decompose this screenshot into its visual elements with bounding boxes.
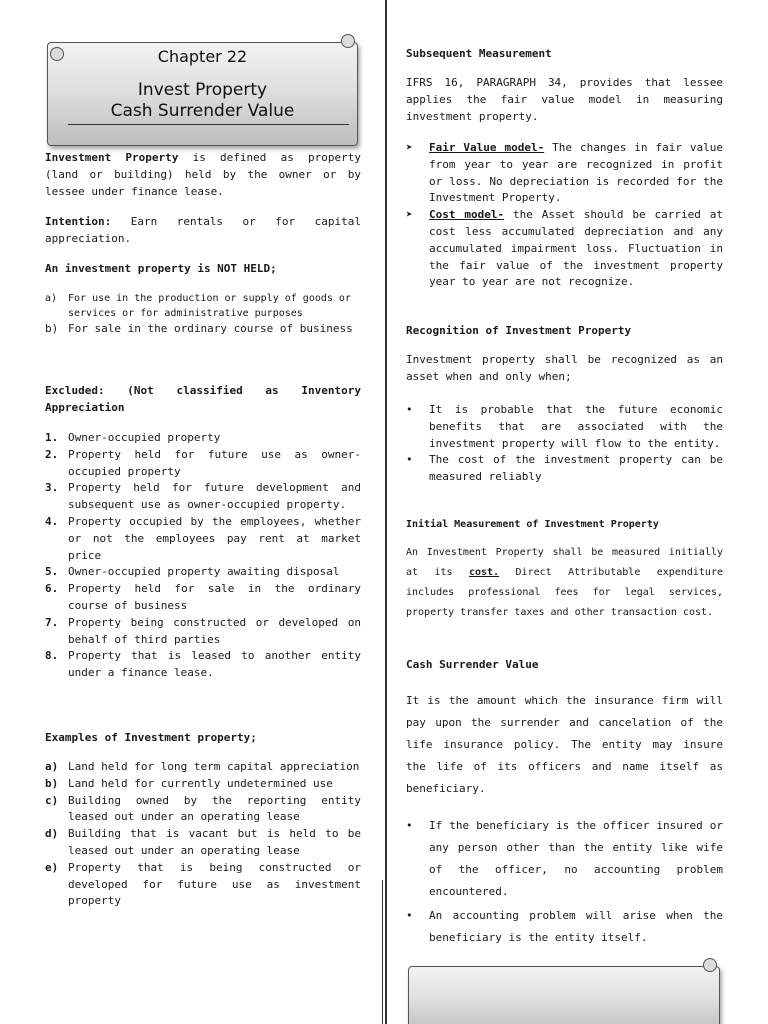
list-item (45, 291, 361, 321)
list-marker: b) (45, 776, 59, 790)
list-text: Land held for currently undetermined use (68, 776, 333, 790)
intention-label: Intention: (45, 215, 112, 228)
cost-model-label: Cost model- (429, 208, 505, 222)
examples-list (45, 759, 361, 910)
list-marker: e) (45, 860, 59, 874)
list-item (45, 759, 361, 776)
chapter-banner (47, 42, 358, 146)
list-marker: 3. (45, 481, 59, 495)
not-held-heading: An investment property is NOT HELD; (45, 262, 277, 275)
fair-value-text: The changes in fair value from year to year are recognized in profit or loss. No depreciation is recorded for the Investment Property. (429, 141, 723, 205)
list-item (45, 321, 361, 338)
bullet-icon: • (406, 453, 413, 467)
list-item (45, 430, 361, 447)
list-marker: 2. (45, 447, 59, 461)
initial-post: Direct Attributable expenditure includes professional fees for legal services, property transfer taxes and other transaction cost. (406, 567, 723, 618)
chapter-label: Chapter 22 (157, 47, 248, 66)
excluded-heading: Excluded: (Not classified as Inventory Appreciation (45, 384, 361, 414)
list-marker: b) (45, 322, 59, 335)
list-text: Owner-occupied property awaiting disposal (68, 565, 340, 579)
csv-paragraph: It is the amount which the insurance firm will pay upon the surrender and cancelation of the life insurance policy. The entity may insure the life of its officers and name itself as beneficiary. (406, 694, 723, 795)
column-divider (385, 0, 387, 1024)
bullet-icon: • (406, 403, 413, 416)
ifrs-paragraph: IFRS 16, PARAGRAPH 34, provides that lessee applies the fair value model in measuring investment property. (406, 76, 723, 123)
list-item (406, 402, 723, 452)
side-rule (382, 880, 383, 1024)
list-item (45, 615, 361, 649)
list-marker: a) (45, 293, 58, 304)
list-marker: d) (45, 827, 59, 841)
list-text: Property held for sale in the ordinary course of business (68, 582, 361, 612)
list-text: Building that is vacant but is held to be leased out under an operating lease (68, 827, 361, 857)
bottom-banner (408, 966, 720, 1024)
list-text: For use in the production or supply of goods or services or for administrative purposes (68, 293, 351, 319)
initial-heading: Initial Measurement of Investment Property (406, 519, 659, 530)
list-marker: 1. (45, 431, 59, 444)
list-item (45, 564, 361, 581)
definition-term: Investment Property (45, 151, 179, 164)
list-text: Building owned by the reporting entity leased out under an operating lease (68, 793, 361, 824)
recognition-paragraph: Investment property shall be recognized as an asset when and only when; (406, 353, 723, 383)
list-item (45, 648, 361, 682)
intention-paragraph (45, 214, 361, 248)
list-text: Property held for future use as owner-occupied property (68, 447, 361, 478)
list-item (406, 815, 723, 903)
definition-text: is defined as property (land or building) held by the owner or by lessee under finance lease. (45, 151, 361, 198)
bullet-icon: • (406, 819, 413, 832)
not-held-list (45, 291, 361, 338)
list-marker: c) (45, 793, 59, 807)
list-item (406, 140, 723, 207)
csv-list (406, 815, 723, 949)
list-item (45, 776, 361, 793)
list-item (45, 793, 361, 827)
list-text: Property that is leased to another entity under a finance lease. (68, 649, 361, 680)
list-item (45, 514, 361, 564)
examples-heading: Examples of Investment property; (45, 731, 257, 744)
list-marker: a) (45, 760, 59, 773)
arrow-bullet-icon: ➤ (406, 208, 413, 222)
subsequent-heading: Subsequent Measurement (406, 47, 552, 60)
list-text: For sale in the ordinary course of business (68, 322, 353, 335)
list-text: It is probable that the future economic benefits that are associated with the investment property will flow to the entity. (429, 403, 723, 450)
initial-pre: An Investment Property shall be measured initially at its (406, 547, 723, 578)
list-text: Property being constructed or developed on behalf of third parties (68, 615, 361, 646)
arrow-bullet-icon: ➤ (406, 141, 413, 154)
list-item (406, 452, 723, 486)
list-marker: 7. (45, 615, 59, 629)
list-text: If the beneficiary is the officer insured or any person other than the entity like wife of the officer, no accounting problem encountered. (429, 819, 723, 898)
initial-cost: cost. (468, 567, 500, 578)
list-item (406, 207, 723, 291)
list-text: Property occupied by the employees, whether or not the employees pay rent at market price (68, 514, 361, 562)
list-item (45, 826, 361, 860)
list-marker: 4. (45, 514, 59, 528)
fair-value-label: Fair Value model- (429, 141, 545, 154)
cost-model-text: the Asset should be carried at cost less accumulated depreciation and any accumulated impairment loss. Fluctuation in the fair value of the investment property year to year are not recognize. (429, 208, 723, 289)
list-item (45, 581, 361, 615)
models-list (406, 140, 723, 291)
list-item (45, 447, 361, 481)
list-marker: 8. (45, 649, 59, 663)
list-marker: 5. (45, 565, 59, 579)
list-text: Property that is being constructed or developed for future use as investment property (68, 860, 361, 908)
banner-curl-right (341, 34, 355, 48)
list-item (45, 480, 361, 514)
banner-title-line2: Cash Surrender Value (110, 101, 295, 121)
intention-text: Earn rentals or for capital appreciation. (45, 215, 361, 245)
list-text: The cost of the investment property can be measured reliably (429, 453, 723, 484)
banner-rule (68, 124, 349, 125)
list-marker: 6. (45, 582, 59, 596)
list-text: An accounting problem will arise when the beneficiary is the entity itself. (429, 909, 723, 944)
list-text: Owner-occupied property (68, 431, 221, 444)
list-text: Land held for long term capital appreciation (68, 760, 360, 773)
definition-paragraph (45, 150, 361, 200)
initial-paragraph (406, 543, 723, 623)
list-item (406, 905, 723, 949)
csv-heading: Cash Surrender Value (406, 658, 539, 671)
excluded-list (45, 430, 361, 682)
list-item (45, 860, 361, 910)
list-text: Property held for future development and subsequent use as owner-occupied property. (68, 481, 361, 512)
banner-curl-right (703, 958, 717, 972)
banner-title-line1: Invest Property (137, 80, 268, 100)
recognition-list (406, 402, 723, 486)
bullet-icon: • (406, 909, 413, 922)
recognition-heading: Recognition of Investment Property (406, 324, 632, 337)
